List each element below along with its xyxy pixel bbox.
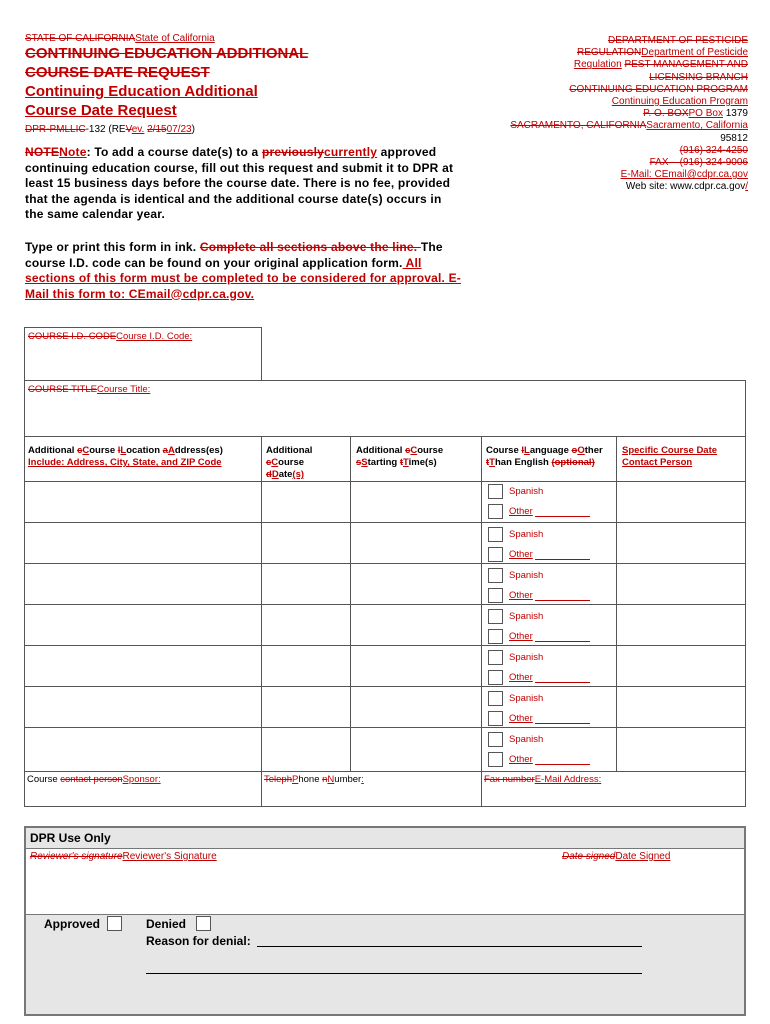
phone-new-2: N xyxy=(327,774,335,785)
sponsor-new: Sponsor: xyxy=(122,774,161,785)
h1-d: ddress(es) xyxy=(174,445,223,456)
h1-old-a: a xyxy=(162,445,168,456)
spanish-label: Spanish xyxy=(509,693,544,704)
spanish-checkbox[interactable] xyxy=(488,527,503,542)
h4-new-o: O xyxy=(577,445,585,456)
state-new-text: State of California xyxy=(135,33,215,44)
other-input[interactable] xyxy=(535,591,590,601)
title-new-line-2: Course Date Request xyxy=(25,102,177,119)
dept-line-2-new: Department of Pesticide xyxy=(641,47,748,59)
h2-c: ate xyxy=(278,469,293,480)
sponsor-field[interactable] xyxy=(27,774,161,785)
h1-c: ocation xyxy=(126,445,163,456)
dept-line-4: LICENSING BRANCH xyxy=(649,71,748,83)
form-number-end: ) xyxy=(191,124,195,135)
other-checkbox[interactable] xyxy=(488,629,503,644)
spanish-label: Spanish xyxy=(509,611,544,622)
sig-label: Reviewer's Signature xyxy=(122,851,217,862)
reason-line-2[interactable] xyxy=(146,973,642,974)
course-title-field[interactable] xyxy=(24,380,746,437)
reviewer-signature-area[interactable] xyxy=(26,848,744,915)
dept-line-7-old: P. O. BOX xyxy=(643,108,689,120)
dept-line-3-new: Regulation xyxy=(573,59,622,71)
phone-b: umber xyxy=(334,774,362,785)
phone-new-3: : xyxy=(361,774,364,785)
dept-line-7-new: PO Box xyxy=(688,108,723,120)
spanish-checkbox[interactable] xyxy=(488,568,503,583)
phone-old-2: n xyxy=(322,774,328,785)
h2-new-c: C xyxy=(271,457,279,468)
form-number-mid: -132 (RE xyxy=(85,124,126,135)
phone-field[interactable] xyxy=(264,774,364,785)
date-old-label: Date signed xyxy=(562,851,616,862)
ink-new-text: All sections of this form must be completed to be considered for approval. E-Mail this form to: CEmail@cdpr.ca.gov. xyxy=(25,255,462,301)
reason-label: Reason for denial: xyxy=(146,934,251,948)
denied-checkbox[interactable] xyxy=(196,916,211,931)
course-title-old-label: COURSE TITLE xyxy=(28,384,97,395)
other-input[interactable] xyxy=(535,714,590,724)
approved-option[interactable] xyxy=(44,916,122,931)
form-number-new-date: 07/23 xyxy=(166,124,192,135)
course-id-field[interactable] xyxy=(24,327,262,381)
dept-line-7-plain: 1379 xyxy=(722,108,748,120)
h3-new-s: S xyxy=(361,457,368,468)
title-new-line-1: Continuing Education Additional xyxy=(25,83,258,100)
title-old-line-1: CONTINUING EDUCATION ADDITIONAL xyxy=(25,45,309,62)
h4-new-t: T xyxy=(489,457,495,468)
other-input[interactable] xyxy=(535,507,590,517)
form-number-old-date: 2/15 xyxy=(147,124,167,135)
h2-old-c: c xyxy=(266,457,272,468)
h4-old-l: l xyxy=(521,445,525,456)
h3-old-t: t xyxy=(399,457,404,468)
other-input[interactable] xyxy=(535,632,590,642)
dept-line-3-old: PEST MANAGEMENT AND xyxy=(624,59,748,71)
h4-b: anguage xyxy=(529,445,572,456)
instructions-paragraph xyxy=(25,240,465,302)
other-input[interactable] xyxy=(535,755,590,765)
h4-c: ther xyxy=(584,445,603,456)
header-language xyxy=(482,439,620,475)
note-old-label: NOTE xyxy=(25,145,60,159)
h2-b: ourse xyxy=(278,457,305,468)
other-label: Other xyxy=(509,672,533,683)
h2-s: (s) xyxy=(292,469,305,480)
sig-old-label: Reviewer's signature xyxy=(30,851,123,862)
other-label: Other xyxy=(509,631,533,642)
dept-website-slash: / xyxy=(745,181,748,193)
spanish-label: Spanish xyxy=(509,652,544,663)
dpr-title: DPR Use Only xyxy=(26,828,744,848)
h3-c: tarting xyxy=(367,457,400,468)
note-text-1: : To add a course date(s) to a xyxy=(86,145,262,159)
row-line-3 xyxy=(24,604,746,605)
spanish-checkbox[interactable] xyxy=(488,484,503,499)
h1-old-c: c xyxy=(77,445,83,456)
dept-line-1: DEPARTMENT OF PESTICIDE xyxy=(607,35,748,46)
other-input[interactable] xyxy=(535,550,590,560)
h3-old-s: s xyxy=(356,457,362,468)
ink-text-1: Type or print this form in ink. xyxy=(25,240,200,254)
email-new: E-Mail Address: xyxy=(534,774,602,785)
title-old-line-2: COURSE DATE REQUEST xyxy=(25,64,210,81)
h4-old-opt: (optional) xyxy=(551,457,595,468)
other-input[interactable] xyxy=(535,673,590,683)
note-text-2: approved continuing education course, fill out this request and submit it to DPR at least 15 business days before the course date. There is no fee, provided that the agenda is identical and the additional course date(s) occurs in the same calendar year. xyxy=(25,145,454,221)
note-new-label: Note xyxy=(59,145,87,159)
dept-zip: 95812 xyxy=(720,132,748,144)
department-address xyxy=(478,35,748,194)
other-label: Other xyxy=(509,506,533,517)
dept-phone: (916) 324-4250 xyxy=(679,144,748,156)
spanish-label: Spanish xyxy=(509,734,544,745)
approved-label: Approved xyxy=(44,916,101,931)
form-number-old: DPR-PMLLIC xyxy=(25,124,86,135)
h2-a: Additional xyxy=(266,445,313,456)
dept-email[interactable]: E-Mail: CEmail@cdpr.ca.gov xyxy=(620,169,748,181)
phone-new-1: P xyxy=(292,774,299,785)
form-number xyxy=(25,124,195,135)
h1-b: ourse xyxy=(89,445,118,456)
other-label: Other xyxy=(509,590,533,601)
sponsor-old: contact person xyxy=(60,774,123,785)
note-new-word: currently xyxy=(323,145,378,159)
denied-option[interactable] xyxy=(146,916,211,931)
h3-new-t: T xyxy=(403,457,409,468)
course-title-label: Course Title: xyxy=(96,384,151,395)
state-old-text: STATE OF CALIFORNIA xyxy=(25,33,136,44)
ink-old-text: Complete all sections above the line. xyxy=(199,240,421,254)
course-id-old-label: COURSE I.D. CODE xyxy=(28,331,117,342)
col-divider-sponsor xyxy=(261,771,262,807)
other-checkbox[interactable] xyxy=(488,504,503,519)
sponsor-label-a: Course xyxy=(27,774,61,785)
dept-line-8-old: SACRAMENTO, CALIFORNIA xyxy=(510,120,647,132)
email-field[interactable] xyxy=(484,774,601,785)
other-checkbox[interactable] xyxy=(488,588,503,603)
h2-old-d: d xyxy=(266,469,272,480)
dept-line-8-new: Sacramento, California xyxy=(646,120,748,132)
date-label: Date Signed xyxy=(615,851,671,862)
h3-old-c: c xyxy=(405,445,411,456)
dates-grid xyxy=(24,436,746,807)
h1-new-c: C xyxy=(82,445,90,456)
dept-line-5: CONTINUING EDUCATION PROGRAM xyxy=(569,83,748,95)
row-line-5 xyxy=(24,686,746,687)
header-contact-person: Specific Course Date Contact Person xyxy=(622,445,718,468)
h3-b: ourse xyxy=(417,445,444,456)
phone-old-1: Teleph xyxy=(264,774,292,785)
other-checkbox[interactable] xyxy=(488,547,503,562)
ink-text-2: The course I.D. code can be found on your original application form. xyxy=(25,240,443,270)
phone-a: hone xyxy=(298,774,323,785)
dept-line-6: Continuing Education Program xyxy=(611,96,748,108)
h3-d: ime(s) xyxy=(408,457,437,468)
h4-new-l: L xyxy=(524,445,530,456)
h3-new-c: C xyxy=(410,445,418,456)
h1-a: Additional xyxy=(28,445,78,456)
other-label: Other xyxy=(509,549,533,560)
other-checkbox[interactable] xyxy=(488,670,503,685)
dpr-use-only-box xyxy=(24,826,746,1016)
dept-line-2-old: REGULATION xyxy=(577,47,642,59)
form-number-new-ev: ev. xyxy=(131,124,145,135)
header-location xyxy=(24,439,268,475)
fax-old: Fax number xyxy=(484,774,535,785)
form-title xyxy=(25,44,385,120)
header-time xyxy=(352,439,488,475)
approved-checkbox[interactable] xyxy=(107,916,122,931)
spanish-checkbox[interactable] xyxy=(488,691,503,706)
other-checkbox[interactable] xyxy=(488,752,503,767)
row-line-0 xyxy=(24,481,746,482)
h1-new-a: A xyxy=(167,445,175,456)
header-location-include: Include: Address, City, State, and ZIP Code xyxy=(28,457,222,468)
h4-old-t: t xyxy=(486,457,490,468)
col-divider-3 xyxy=(481,436,482,807)
course-date-table xyxy=(24,327,746,807)
other-checkbox[interactable] xyxy=(488,711,503,726)
spanish-checkbox[interactable] xyxy=(488,650,503,665)
spanish-checkbox[interactable] xyxy=(488,732,503,747)
h1-new-l: L xyxy=(120,445,127,456)
state-line xyxy=(25,33,215,44)
h4-a: Course xyxy=(486,445,522,456)
reason-line-1[interactable] xyxy=(257,946,642,947)
h3-a: Additional xyxy=(356,445,406,456)
denied-label: Denied xyxy=(146,916,187,931)
h1-old-l: l xyxy=(117,445,121,456)
spanish-checkbox[interactable] xyxy=(488,609,503,624)
row-line-1 xyxy=(24,522,746,523)
spanish-label: Spanish xyxy=(509,486,544,497)
h4-d: han English xyxy=(494,457,552,468)
other-label: Other xyxy=(509,754,533,765)
h4-old-o: o xyxy=(571,445,578,456)
other-label: Other xyxy=(509,713,533,724)
row-line-2 xyxy=(24,563,746,564)
row-line-4 xyxy=(24,645,746,646)
spanish-label: Spanish xyxy=(509,570,544,581)
note-paragraph xyxy=(25,145,455,223)
row-line-7 xyxy=(24,771,746,772)
dept-website[interactable]: Web site: www.cdpr.ca.gov xyxy=(625,181,746,193)
dept-fax: FAX – (916) 324-9006 xyxy=(649,157,748,169)
form-number-old-v: V xyxy=(125,124,132,135)
spanish-label: Spanish xyxy=(509,529,544,540)
note-old-word: previously xyxy=(261,145,324,159)
row-line-6 xyxy=(24,727,746,728)
h2-new-d: D xyxy=(271,469,279,480)
course-id-label: Course I.D. Code: xyxy=(116,331,193,342)
header-date xyxy=(262,439,358,487)
